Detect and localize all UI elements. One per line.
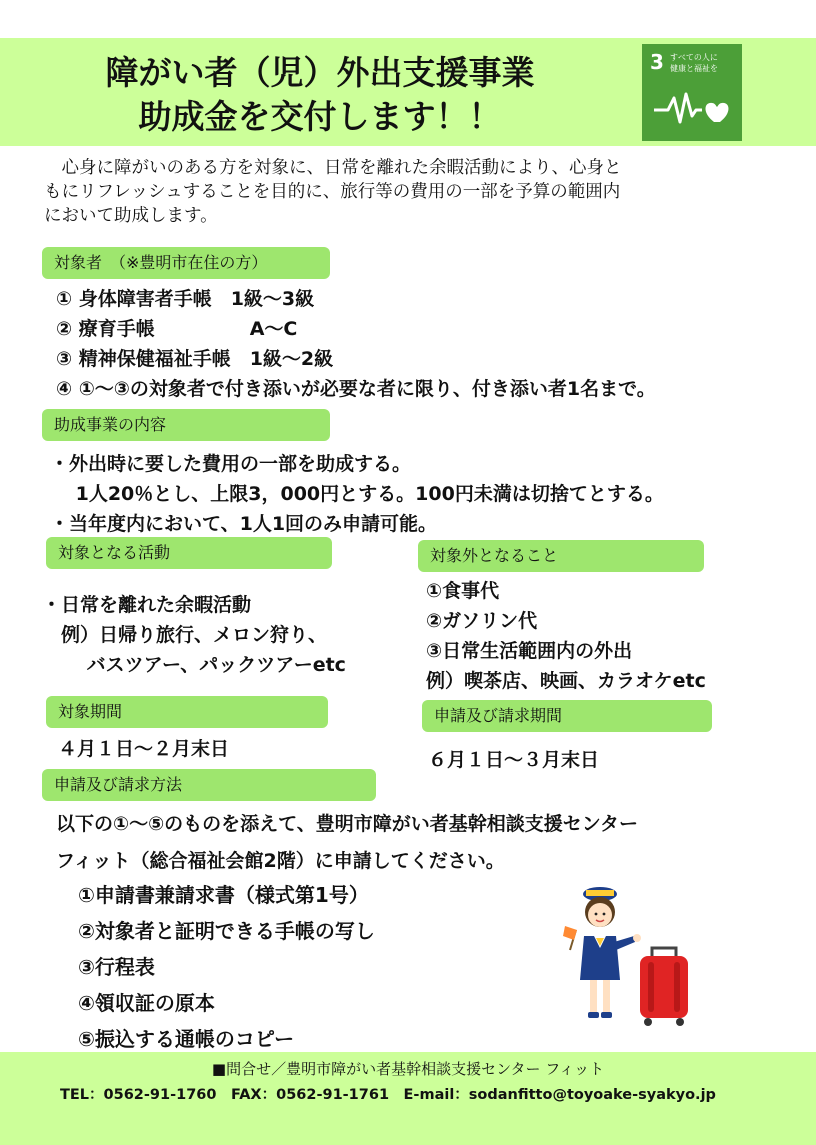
list-item: ①申請書兼請求書（様式第1号） xyxy=(78,883,369,907)
heartbeat-heart-icon xyxy=(652,86,734,132)
activities-label: 対象となる活動 xyxy=(46,537,332,569)
intro-line: もにリフレッシュすることを目的に、旅行等の費用の一部を予算の範囲内 xyxy=(44,182,621,202)
footer-contact: ■問合せ／豊明市障がい者基幹相談支援センター フィット xyxy=(211,1060,605,1078)
eligible-list xyxy=(56,284,656,404)
list-item: ⑤振込する通帳のコピー xyxy=(78,1027,295,1051)
eligible-label: 対象者 （※豊明市在住の方） xyxy=(42,247,330,279)
footer-details: TEL：0562-91-1760 FAX：0562-91-1761 E-mail：sodanfitto@toyoake-syakyo.jp xyxy=(60,1087,716,1103)
period-label: 対象期間 xyxy=(46,696,328,728)
sdg-text: すべての人に 健康と福祉を xyxy=(670,53,718,73)
excluded-label: 対象外となること xyxy=(418,540,704,572)
list-item: ・当年度内において、1人1回のみ申請可能。 xyxy=(50,513,438,535)
list-item: ②ガソリン代 xyxy=(426,610,538,632)
list-item: ②対象者と証明できる手帳の写し xyxy=(78,919,375,943)
method-documents-list xyxy=(78,877,375,1057)
method-line: フィット（総合福祉会館2階）に申請してください。 xyxy=(56,850,505,872)
list-item: ③ 精神保健福祉手帳 1級～2級 xyxy=(56,348,334,370)
list-item: ① 身体障害者手帳 1級～3級 xyxy=(56,288,315,310)
list-item: ④ ①～③の対象者で付き添いが必要な者に限り、付き添い者1名まで。 xyxy=(56,378,656,400)
period-value: ４月１日～２月末日 xyxy=(58,738,230,760)
list-item: ③行程表 xyxy=(78,955,155,979)
list-item: ② 療育手帳 A～C xyxy=(56,318,298,340)
page-title-line2: 助成金を交付します！！ xyxy=(138,97,502,136)
application-period-label: 申請及び請求期間 xyxy=(422,700,712,732)
footer-band xyxy=(0,1052,816,1145)
content-list xyxy=(50,449,664,539)
list-item: 例）喫茶店、映画、カラオケetc xyxy=(426,670,706,692)
method-intro xyxy=(56,806,638,880)
list-item: 1人20％とし、上限3，000円とする。100円未満は切捨てとする。 xyxy=(50,483,664,505)
sdg-goal-3-badge xyxy=(642,44,742,141)
list-item: 例）日帰り旅行、メロン狩り、 xyxy=(42,624,328,646)
activities-list xyxy=(42,590,346,680)
tour-guide-illustration xyxy=(560,880,700,1030)
list-item: ④領収証の原本 xyxy=(78,991,215,1015)
method-line: 以下の①～⑤のものを添えて、豊明市障がい者基幹相談支援センター xyxy=(56,813,639,835)
excluded-list xyxy=(426,576,706,696)
content-label: 助成事業の内容 xyxy=(42,409,330,441)
page-title-line1: 障がい者（児）外出支援事業 xyxy=(105,53,535,92)
list-item: ・日常を離れた余暇活動 xyxy=(42,594,252,616)
intro-line: において助成します。 xyxy=(44,206,218,226)
application-period-value: ６月１日～３月末日 xyxy=(428,749,600,771)
sdg-number: 3 xyxy=(650,50,664,74)
list-item: バスツアー、パックツアーetc xyxy=(42,654,346,676)
intro-line: 心身に障がいのある方を対象に、日常を離れた余暇活動により、心身と xyxy=(44,158,622,178)
method-label: 申請及び請求方法 xyxy=(42,769,376,801)
list-item: ・外出時に要した費用の一部を助成する。 xyxy=(50,453,412,475)
list-item: ③日常生活範囲内の外出 xyxy=(426,640,633,662)
intro-paragraph xyxy=(44,156,774,228)
list-item: ①食事代 xyxy=(426,580,500,602)
